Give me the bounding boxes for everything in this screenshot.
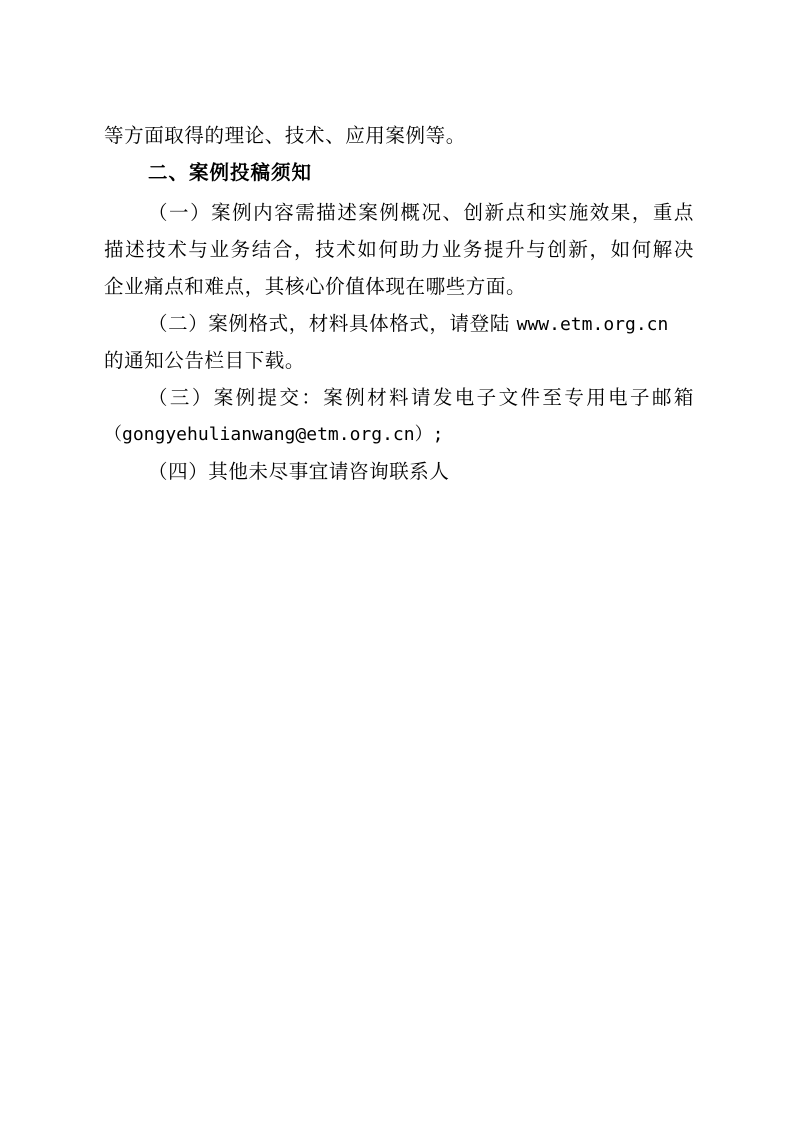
item-2-text: （二）案例格式，材料具体格式，请登陆	[148, 312, 510, 335]
item-2-url-link[interactable]: www.etm.org.cn	[516, 314, 669, 335]
item-1-line-1: （一）案例内容需描述案例概况、创新点和实施效果，重点	[148, 201, 694, 224]
item-3-email-link[interactable]: （gongyehulianwang@etm.org.cn）;	[104, 424, 444, 445]
paragraph-intro-line: 等方面取得的理论、技术、应用案例等。	[104, 124, 466, 147]
section-heading: 二、案例投稿须知	[148, 161, 313, 184]
item-4-line-1: （四）其他未尽事宜请咨询联系人	[148, 460, 450, 483]
item-1-line-2: 描述技术与业务结合，技术如何助力业务提升与创新，如何解决	[104, 238, 694, 261]
item-2-line-1	[148, 311, 668, 338]
item-3-line-1: （三）案例提交：案例材料请发电子文件至专用电子邮箱	[148, 386, 694, 409]
item-1-line-3: 企业痛点和难点，其核心价值体现在哪些方面。	[104, 275, 527, 298]
item-2-line-2: 的通知公告栏目下载。	[104, 349, 306, 372]
